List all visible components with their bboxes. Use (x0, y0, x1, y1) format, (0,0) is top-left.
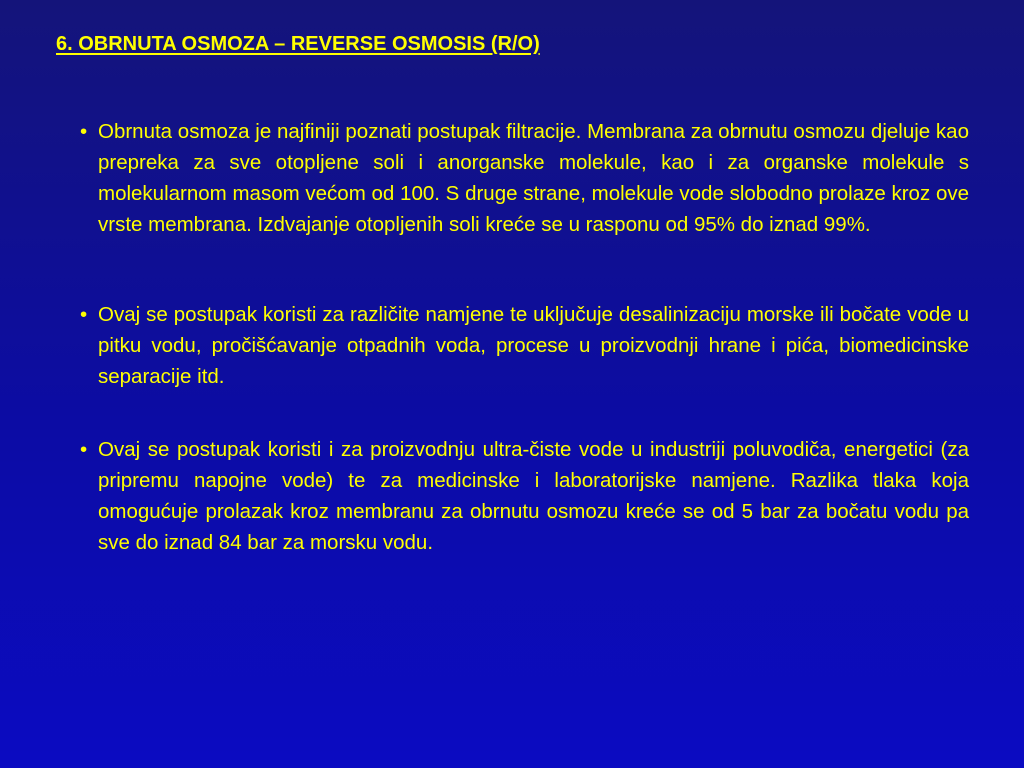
bullet-text: Ovaj se postupak koristi za različite namjene te uključuje desalinizaciju morske ili bočate vode u pitku vodu, pročišćavanje otpadnih voda, procese u proizvodnji hrane i pića, biomedicinske separacije itd. (98, 303, 969, 388)
bullet-item (80, 116, 969, 240)
bullet-text: Obrnuta osmoza je najfiniji poznati postupak filtracije. Membrana za obrnutu osmozu djeluje kao prepreka za sve otopljene soli i anorganske molekule, kao i za organske molekule s molekularnom masom većom od 100. S druge strane, molekule vode slobodno prolaze kroz ove vrste membrana. Izdvajanje otopljenih soli kreće se u rasponu od 95% do iznad 99%. (98, 120, 969, 236)
bullet-icon: • (80, 438, 88, 461)
slide-title: 6. OBRNUTA OSMOZA – REVERSE OSMOSIS (R/O) (56, 33, 540, 55)
bullet-text: Ovaj se postupak koristi i za proizvodnju ultra-čiste vode u industriji poluvodiča, energetici (za pripremu napojne vode) te za medicinske i laboratorijske namjene. Razlika tlaka koja omogućuje prolazak kroz membranu za obrnutu osmozu kreće se od 5 bar za bočatu vodu pa sve do iznad 84 bar za morsku vodu. (98, 438, 969, 554)
bullet-item (80, 434, 969, 558)
bullet-item (80, 299, 969, 392)
bullet-icon: • (80, 303, 88, 326)
bullet-icon: • (80, 120, 88, 143)
